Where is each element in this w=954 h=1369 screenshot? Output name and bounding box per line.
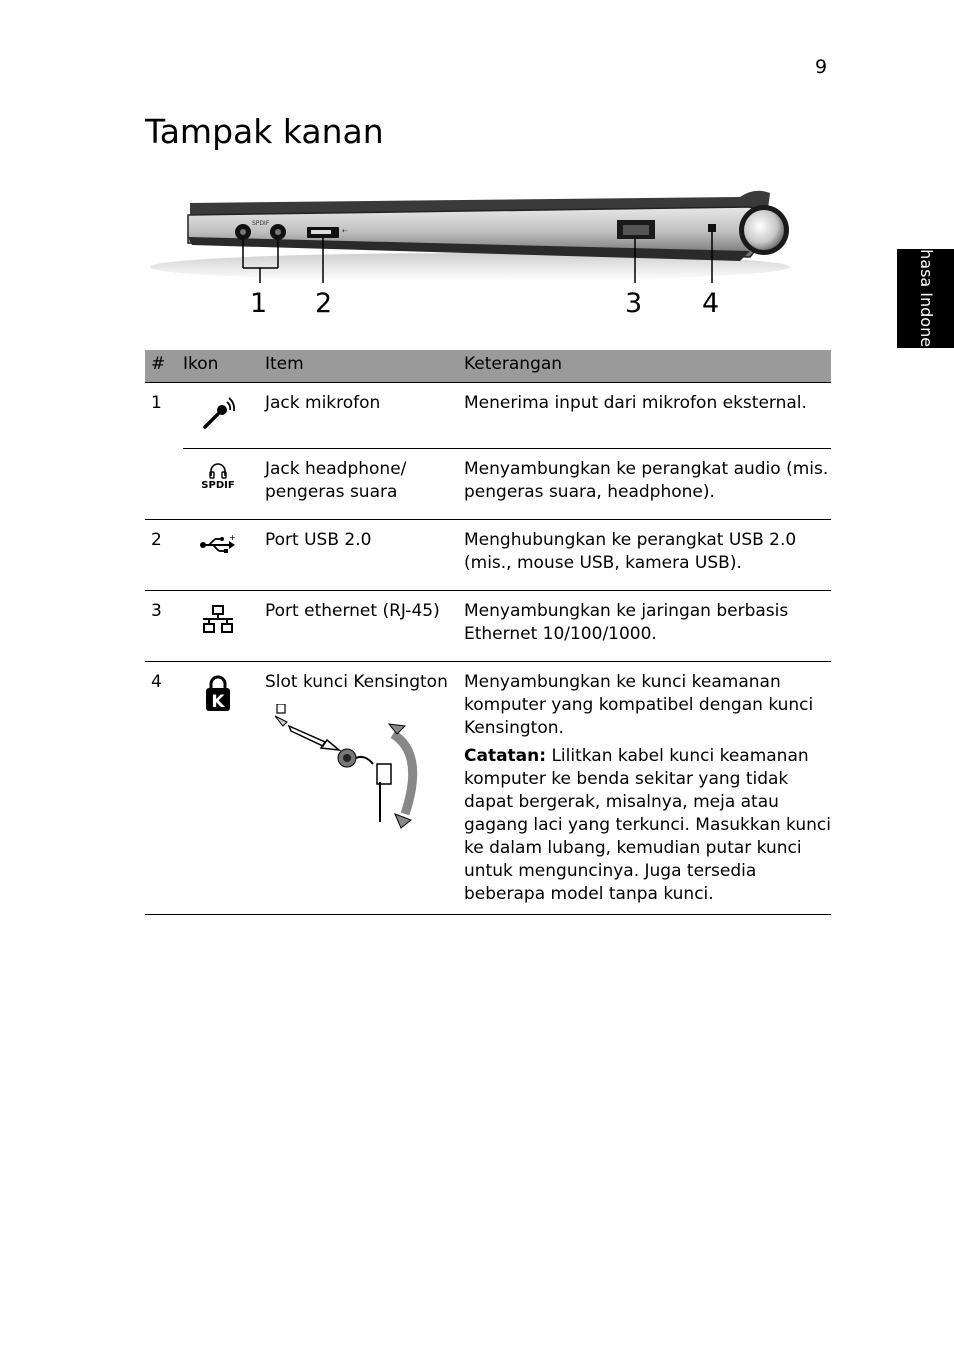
row-number: 3 [145,591,183,662]
lock-k-letter: K [211,692,225,712]
table-row [145,662,831,915]
note-label: Catatan: [464,746,547,766]
microphone-icon [200,396,236,432]
header-item: Item [265,350,464,383]
language-tab [897,227,954,370]
laptop-right-side-illustration [140,175,840,335]
row-number [145,449,183,520]
spdif-label: SPDIF [201,480,235,491]
row-item: Jack headphone/ pengeras suara [265,449,464,520]
row-item: Jack mikrofon [265,383,464,449]
table-row [145,383,831,449]
row-number: 4 [145,662,183,915]
table-row [145,591,831,662]
svg-text:SPDIF: SPDIF [252,220,270,227]
row-description: Menghubungkan ke perangkat USB 2.0 (mis., mouse USB, kamera USB). [464,520,831,591]
table-row [145,449,831,520]
svg-text:+: + [229,533,236,542]
kensington-lock-illustration [265,704,435,829]
callout-2: 2 [315,288,333,319]
callout-3: 3 [625,288,643,319]
row-number: 2 [145,520,183,591]
header-description: Keterangan [464,350,831,383]
row-number: 1 [151,393,162,413]
header-number: # [145,350,183,383]
table-header-row [145,350,831,383]
row-description: Menyambungkan ke jaringan berbasis Ethernet 10/100/1000. [464,591,831,662]
svg-text:⇠: ⇠ [342,227,348,235]
page-title: Tampak kanan [145,112,384,151]
table-row [145,520,831,591]
row-description: Menyambungkan ke kunci keamanan komputer yang kompatibel dengan kunci Kensington. [464,672,814,738]
row-item: Slot kunci Kensington [265,672,448,692]
note-text: Lilitkan kabel kunci keamanan komputer ke benda sekitar yang tidak dapat bergerak, misalnya, meja atau gagang laci yang terkunci. Masukkan kunci ke dalam lubang, kemudian putar kunci untuk menguncinya. Juga tersedia beberapa model tanpa kunci. [464,746,831,904]
row-item: Port ethernet (RJ-45) [265,591,464,662]
usb-icon [199,533,237,555]
callout-1: 1 [250,288,268,319]
headphone-icon [208,462,228,480]
row-item: Port USB 2.0 [265,520,464,591]
callout-4: 4 [702,288,720,319]
row-description: Menerima input dari mikrofon eksternal. [464,383,831,449]
language-tab-label: Bahasa Indonesia [916,227,936,370]
ethernet-icon [200,604,236,634]
page-number: 9 [815,56,828,78]
header-icon: Ikon [183,350,265,383]
lock-note [464,745,831,906]
ports-table [145,350,831,915]
kensington-lock-icon [203,675,233,713]
row-description: Menyambungkan ke perangkat audio (mis. pengeras suara, headphone). [464,449,831,520]
